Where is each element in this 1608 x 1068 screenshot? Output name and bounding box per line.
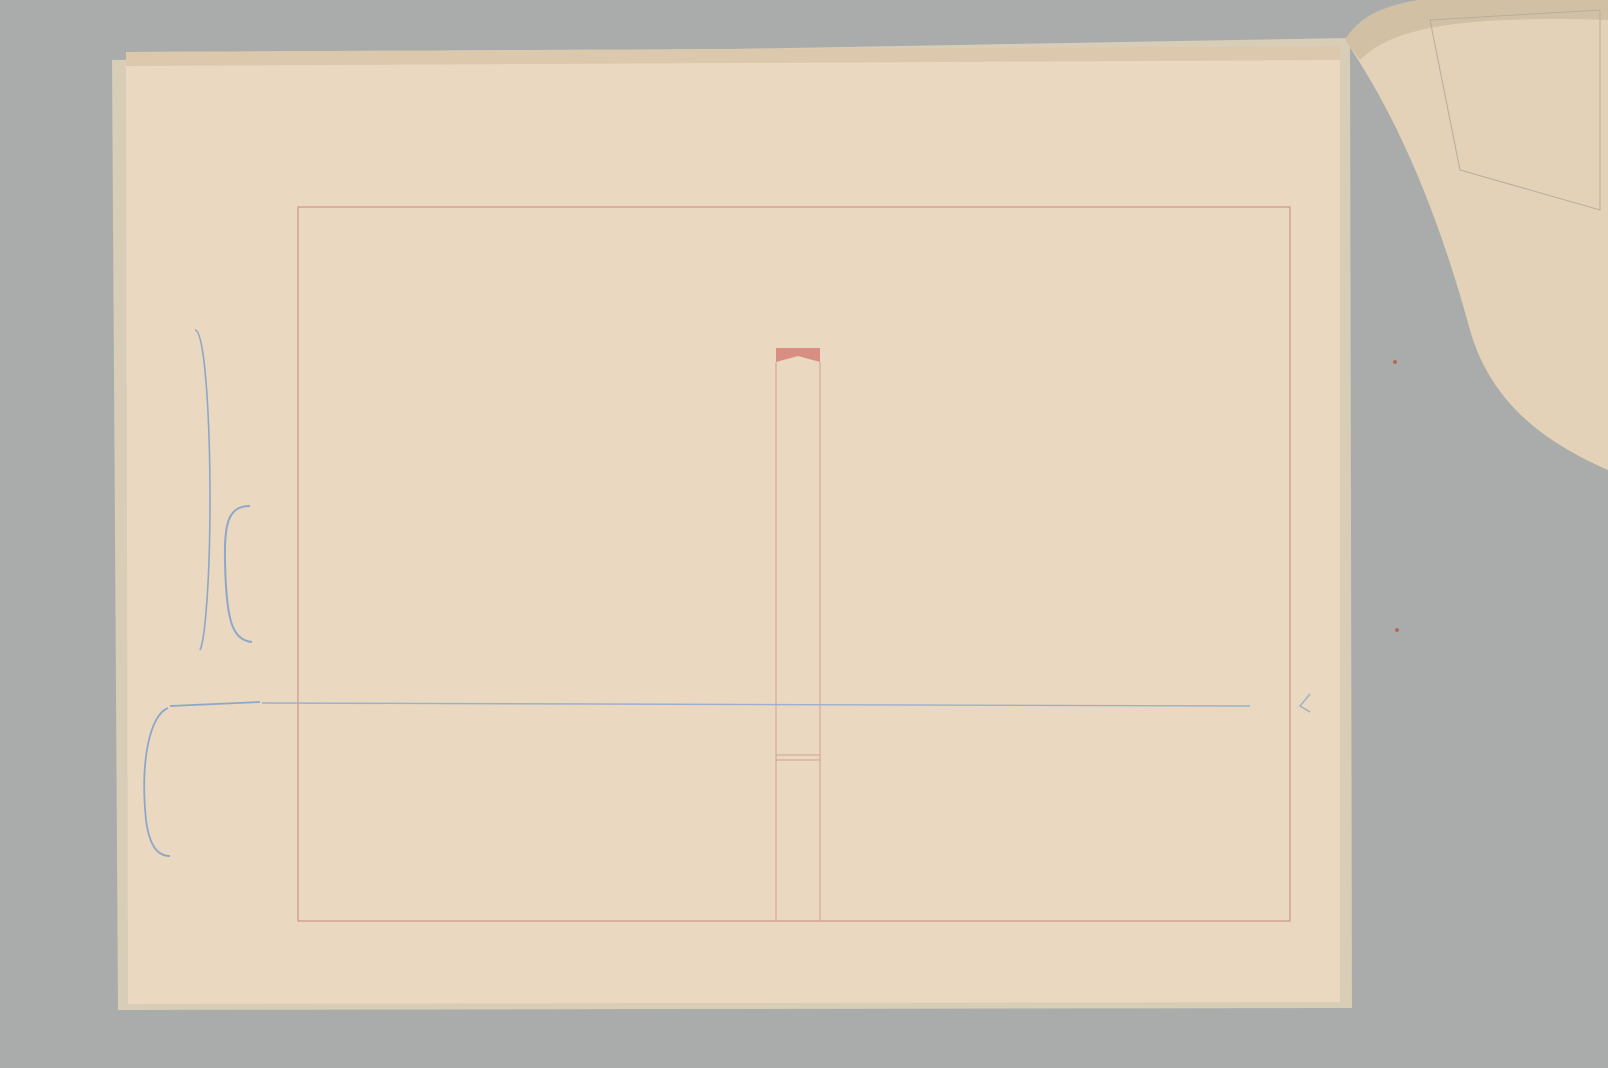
main-page <box>126 46 1340 1004</box>
stain <box>1393 360 1397 364</box>
stain <box>1395 628 1399 632</box>
